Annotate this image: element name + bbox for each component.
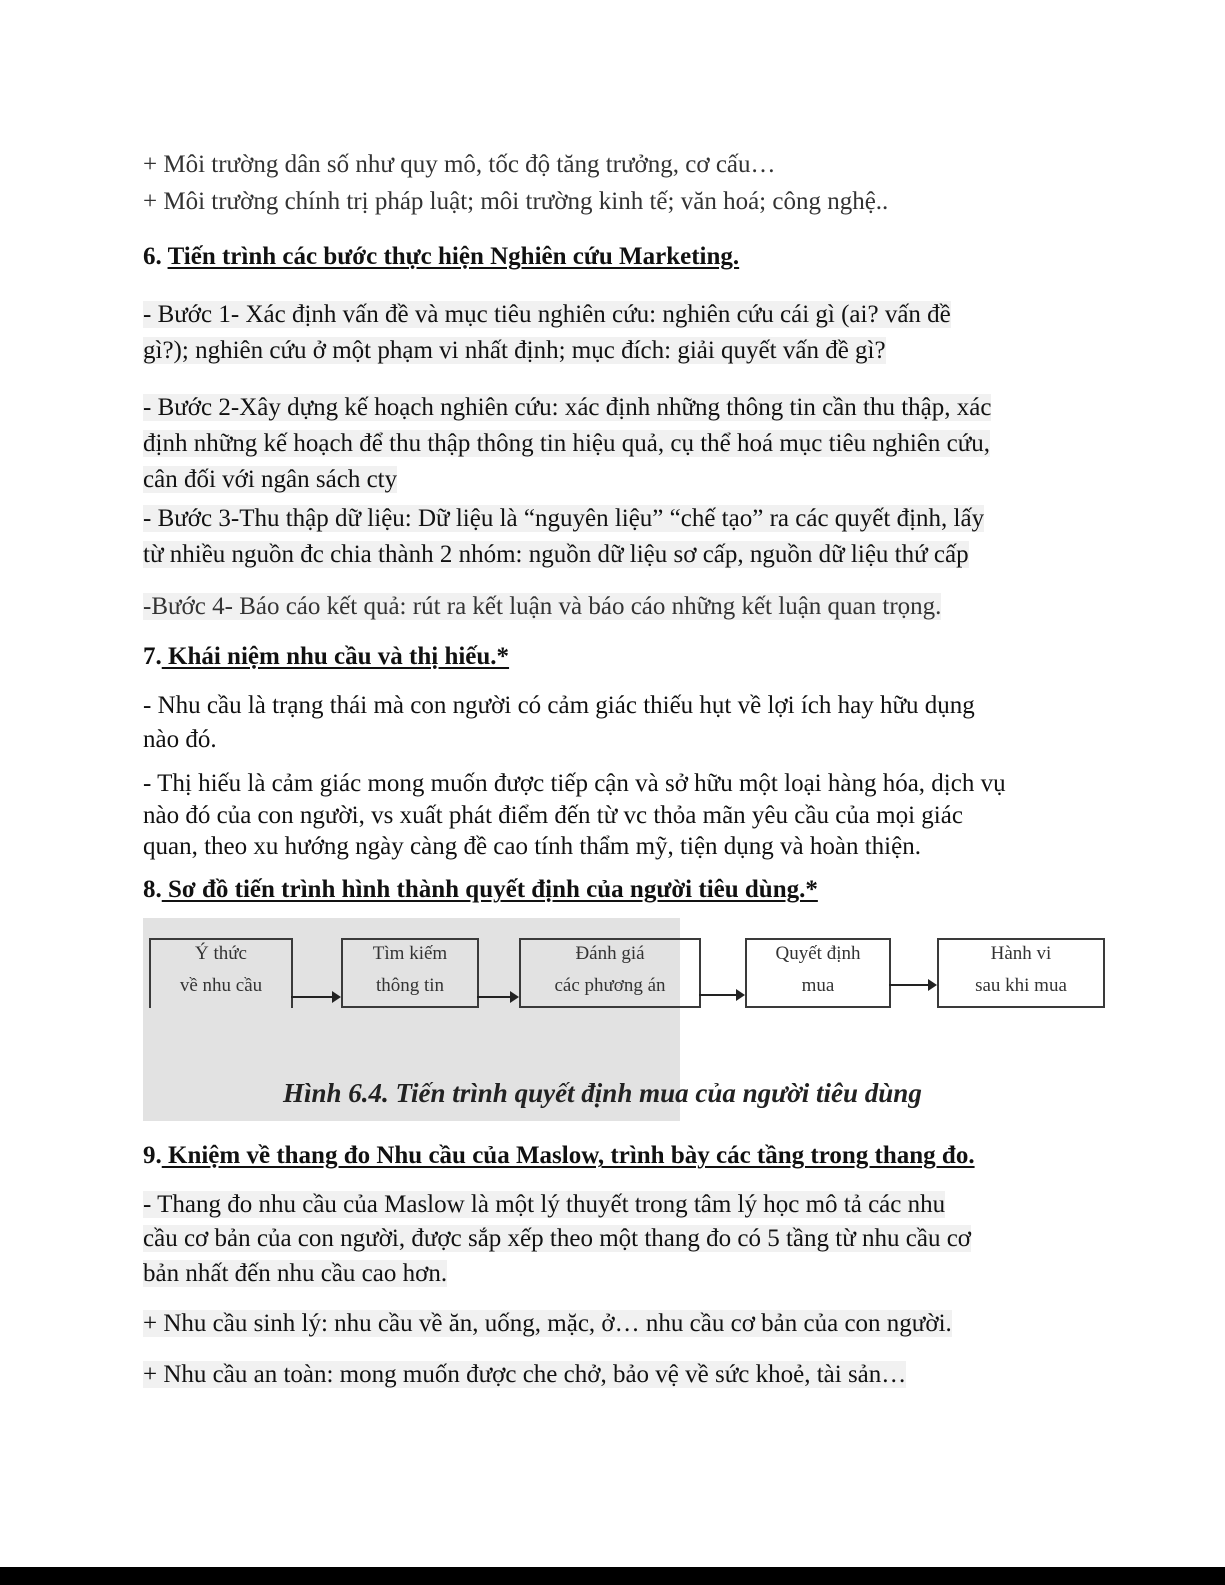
box-label: Hành vi <box>990 943 1052 964</box>
paragraph-line: nào đó của con người, vs xuất phát điểm đến từ vc thỏa mãn yêu cầu của mọi giác <box>143 802 963 829</box>
line-text: - Thang đo nhu cầu của Maslow là một lý thuyết trong tâm lý học mô tả các nhu <box>143 1191 946 1218</box>
heading-number: 8. <box>143 876 162 903</box>
page-bottom-edge <box>0 1567 1225 1585</box>
paragraph-line <box>143 334 886 368</box>
box-label: Tìm kiếm <box>372 943 448 964</box>
paragraph-line <box>143 590 941 624</box>
heading-text: Khái niệm nhu cầu và thị hiếu.* <box>161 643 510 670</box>
paragraph-line <box>143 298 951 332</box>
line-text: từ nhiều nguồn đc chia thành 2 nhóm: nguồn dữ liệu sơ cấp, nguồn dữ liệu thứ cấp <box>143 541 969 568</box>
box-label: các phương án <box>554 975 666 996</box>
line-text: cân đối với ngân sách cty <box>143 466 398 493</box>
heading-number: 6. <box>143 243 168 270</box>
flow-arrow <box>291 996 339 998</box>
section-heading-8 <box>143 873 818 907</box>
heading-text: Tiến trình các bước thực hiện Nghiên cứu Marketing. <box>167 243 740 270</box>
paragraph-line: + Môi trường dân số như quy mô, tốc độ tăng trưởng, cơ cấu… <box>143 151 776 178</box>
paragraph-line: - Thị hiếu là cảm giác mong muốn được tiếp cận và sở hữu một loại hàng hóa, dịch vụ <box>143 770 1006 797</box>
paragraph-line: + Môi trường chính trị pháp luật; môi trường kinh tế; văn hoá; công nghệ.. <box>143 188 889 215</box>
paragraph-line <box>143 502 984 536</box>
flow-box-search <box>341 938 479 1008</box>
flow-box-evaluate <box>519 938 701 1008</box>
line-text: -Bước 4- Báo cáo kết quả: rút ra kết luận và báo cáo những kết luận quan trọng. <box>143 593 942 620</box>
flow-arrow <box>477 996 517 998</box>
line-text: định những kế hoạch để thu thập thông tin hiệu quả, cụ thể hoá mục tiêu nghiên cứu, <box>143 430 991 457</box>
section-heading-6 <box>143 240 739 274</box>
flow-box-awareness <box>149 938 293 1008</box>
heading-number: 9. <box>143 1142 162 1169</box>
paragraph-line: nào đó. <box>143 726 217 753</box>
paragraph-line <box>143 1222 971 1256</box>
paragraph-line <box>143 427 990 461</box>
box-label: Đánh giá <box>575 943 645 964</box>
line-text: - Bước 2-Xây dựng kế hoạch nghiên cứu: xác định những thông tin cần thu thập, xác <box>143 394 992 421</box>
line-text: gì?); nghiên cứu ở một phạm vi nhất định; mục đích: giải quyết vấn đề gì? <box>143 337 886 364</box>
box-label: Quyết định <box>775 943 861 964</box>
box-label: Ý thức <box>195 943 247 964</box>
paragraph-line <box>143 463 397 497</box>
flow-box-decision <box>745 938 891 1008</box>
flow-box-post-purchase <box>937 938 1105 1008</box>
figure-caption: Hình 6.4. Tiến trình quyết định mua của người tiêu dùng <box>283 1078 922 1108</box>
section-heading-7 <box>143 640 509 674</box>
line-text: - Bước 1- Xác định vấn đề và mục tiêu nghiên cứu: nghiên cứu cái gì (ai? vấn đề <box>143 301 951 328</box>
paragraph-line <box>143 538 969 572</box>
flow-arrow <box>699 994 743 996</box>
box-label: sau khi mua <box>975 975 1067 996</box>
paragraph-line: quan, theo xu hướng ngày càng đề cao tính thẩm mỹ, tiện dụng và hoàn thiện. <box>143 833 921 860</box>
line-text: cầu cơ bản của con người, được sắp xếp theo một thang đo có 5 tầng từ nhu cầu cơ <box>143 1225 972 1252</box>
flow-arrow <box>889 984 935 986</box>
decision-process-figure <box>143 918 1105 1121</box>
paragraph-line <box>143 1257 447 1291</box>
paragraph-line <box>143 1307 952 1341</box>
line-text: - Bước 3-Thu thập dữ liệu: Dữ liệu là “nguyên liệu” “chế tạo” ra các quyết định, lấy <box>143 505 985 532</box>
line-text: + Nhu cầu sinh lý: nhu cầu về ăn, uống, mặc, ở… nhu cầu cơ bản của con người. <box>143 1310 952 1337</box>
heading-text: Kniệm về thang đo Nhu cầu của Maslow, trình bày các tầng trong thang đo. <box>161 1142 975 1169</box>
paragraph-line <box>143 391 991 425</box>
heading-number: 7. <box>143 643 162 670</box>
paragraph-line: - Nhu cầu là trạng thái mà con người có cảm giác thiếu hụt về lợi ích hay hữu dụng <box>143 692 975 719</box>
line-text: bản nhất đến nhu cầu cao hơn. <box>143 1260 448 1287</box>
paragraph-line <box>143 1358 906 1392</box>
box-label: thông tin <box>375 975 445 996</box>
heading-text: Sơ đồ tiến trình hình thành quyết định của người tiêu dùng.* <box>161 876 818 903</box>
box-label: mua <box>801 975 835 996</box>
line-text: + Nhu cầu an toàn: mong muốn được che chở, bảo vệ về sức khoẻ, tài sản… <box>143 1361 907 1388</box>
box-label: về nhu cầu <box>179 975 263 996</box>
section-heading-9 <box>143 1139 975 1173</box>
paragraph-line <box>143 1188 945 1222</box>
